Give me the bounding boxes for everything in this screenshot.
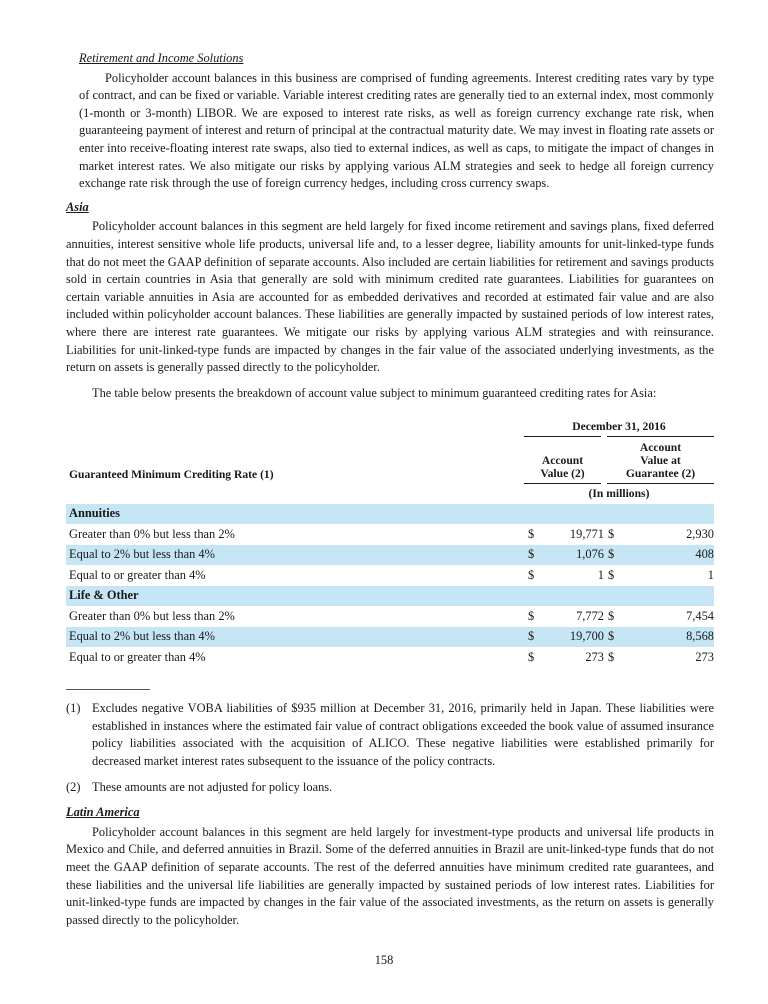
table-row [66,524,714,545]
value-at-guarantee: 273 [624,647,714,667]
footnote-marker: (2) [66,779,81,794]
currency-symbol: $ [604,627,624,648]
document-page [66,50,714,929]
footnote-1 [66,700,714,770]
value-at-guarantee: 8,568 [624,627,714,648]
row-label: Equal to 2% but less than 4% [66,627,524,648]
value-at-guarantee-header-line2: Value at [640,454,681,468]
group-label: Life & Other [66,586,714,607]
account-value: 1,076 [544,545,604,566]
value-at-guarantee-header-line3: Guarantee (2) [625,467,696,481]
group-label: Annuities [66,504,714,525]
row-label: Equal to or greater than 4% [66,565,524,586]
latin-america-paragraph: Policyholder account balances in this segment are held largely for investment-type products and universal life products in Mexico and Chile, and deferred annuities in Brazil. Some of the deferred annuities in Brazil are unit-linked-type funds that do not meet the GAAP definition of separate accounts. The rest of the deferred annuities have minimum credited rate guarantees, and these liabilities and the universal life liabilities are generally impacted by sustained periods of low interest rates. Liabilities for unit-linked-type funds are impacted by changes in the fair value of the associated investments, as the return on assets is generally passed directly to the policyholder. [66,824,714,927]
currency-symbol: $ [524,606,544,627]
currency-symbol: $ [604,545,624,566]
value-at-guarantee: 7,454 [624,606,714,627]
minimum-crediting-rate-table [66,420,714,667]
table-row [66,606,714,627]
asia-paragraph: Policyholder account balances in this segment are held largely for fixed income retirement and savings plans, fixed deferred annuities, interest sensitive whole life products, universal life and, to a lesser degree, liability amounts for unit-linked-type funds that do not meet the GAAP definition of separate accounts. Also included are certain liabilities for retirement and savings products sold in certain countries in Asia that generally are sold with minimum credited rate guarantees. Liabilities for guarantees on certain variable annuities in Asia are accounted for as embedded derivatives and recorded at estimated fair value and are also included within policyholder account balances. These liabilities are generally impacted by sustained periods of low interest rates, where there are interest rate guarantees. We mitigate our risks by applying various ALM strategies and with reinsurance. Liabilities for unit-linked-type funds are impacted by changes in the fair value of the associated underlying investments, as the return on assets is generally passed directly to the policyholder. [66,219,714,375]
account-value-header-line2: Value (2) [540,467,585,481]
account-value: 273 [544,647,604,667]
row-label: Equal to 2% but less than 4% [66,545,524,566]
footnote-marker: (1) [66,701,81,716]
row-label: Greater than 0% but less than 2% [66,606,524,627]
currency-symbol: $ [524,524,544,545]
row-label: Greater than 0% but less than 2% [66,524,524,545]
page-number: 158 [374,953,394,967]
group-row-life-other [66,586,714,607]
section-heading-retirement-income-solutions: Retirement and Income Solutions [79,51,244,65]
table-row [66,627,714,648]
units-header: (In millions) [588,487,650,501]
currency-symbol: $ [604,647,624,667]
value-at-guarantee: 2,930 [624,524,714,545]
currency-symbol: $ [604,606,624,627]
row-label: Equal to or greater than 4% [66,647,524,667]
value-at-guarantee: 408 [624,545,714,566]
value-at-guarantee-header [604,437,714,484]
asia-table-intro: The table below presents the breakdown of account value subject to minimum guaranteed crediting rates for Asia: [92,385,657,400]
currency-symbol: $ [524,627,544,648]
currency-symbol: $ [524,565,544,586]
value-at-guarantee-header-line1: Account [639,441,682,455]
date-header: December 31, 2016 [524,420,714,437]
currency-symbol: $ [604,524,624,545]
currency-symbol: $ [524,545,544,566]
value-at-guarantee: 1 [624,565,714,586]
account-value: 19,771 [544,524,604,545]
section-heading-latin-america: Latin America [66,805,140,820]
currency-symbol: $ [604,565,624,586]
footnote-text: These amounts are not adjusted for policy loans. [92,779,333,794]
row-label-header: Guaranteed Minimum Crediting Rate (1) [69,467,274,481]
account-value: 1 [544,565,604,586]
footnote-text: Excludes negative VOBA liabilities of $935 million at December 31, 2016, primarily held in Japan. These liabilities were established in instances where the estimated fair value of contract obligations exceeded the book value of assumed insurance policy liabilities associated with the acquisition of ALICO. These negative liabilities were established primarily for decreased market interest rates subsequent to the issuance of the policy contracts. [92,701,714,769]
footnote-2 [66,779,714,797]
currency-symbol: $ [524,647,544,667]
footnote-divider [66,689,150,690]
table-row [66,647,714,667]
account-value-header-line1: Account [541,454,584,468]
account-value: 19,700 [544,627,604,648]
group-row-annuities [66,504,714,525]
retirement-income-solutions-paragraph: Policyholder account balances in this business are comprised of funding agreements. Interest crediting rates vary by type of contract, and can be fixed or variable. Variable interest crediting rates are generally tied to an external index, most commonly (1-month or 3-month) LIBOR. We are exposed to interest rate risks, as well as foreign currency exchange rate risk, when guaranteeing payment of interest and return of principal at the contractual maturity date. We may invest in floating rate assets or enter into receive-floating interest rate swaps, also tied to external indices, as well as caps, to mitigate the impact of changes in market interest rates. We also mitigate our risks by applying various ALM strategies and seek to hedge all foreign currency exchange rate risk through the use of foreign currency hedges, including cross currency swaps. [79,70,714,191]
account-value: 7,772 [544,606,604,627]
table-row [66,565,714,586]
table-row [66,545,714,566]
account-value-header [524,437,604,484]
section-heading-asia: Asia [66,199,89,214]
